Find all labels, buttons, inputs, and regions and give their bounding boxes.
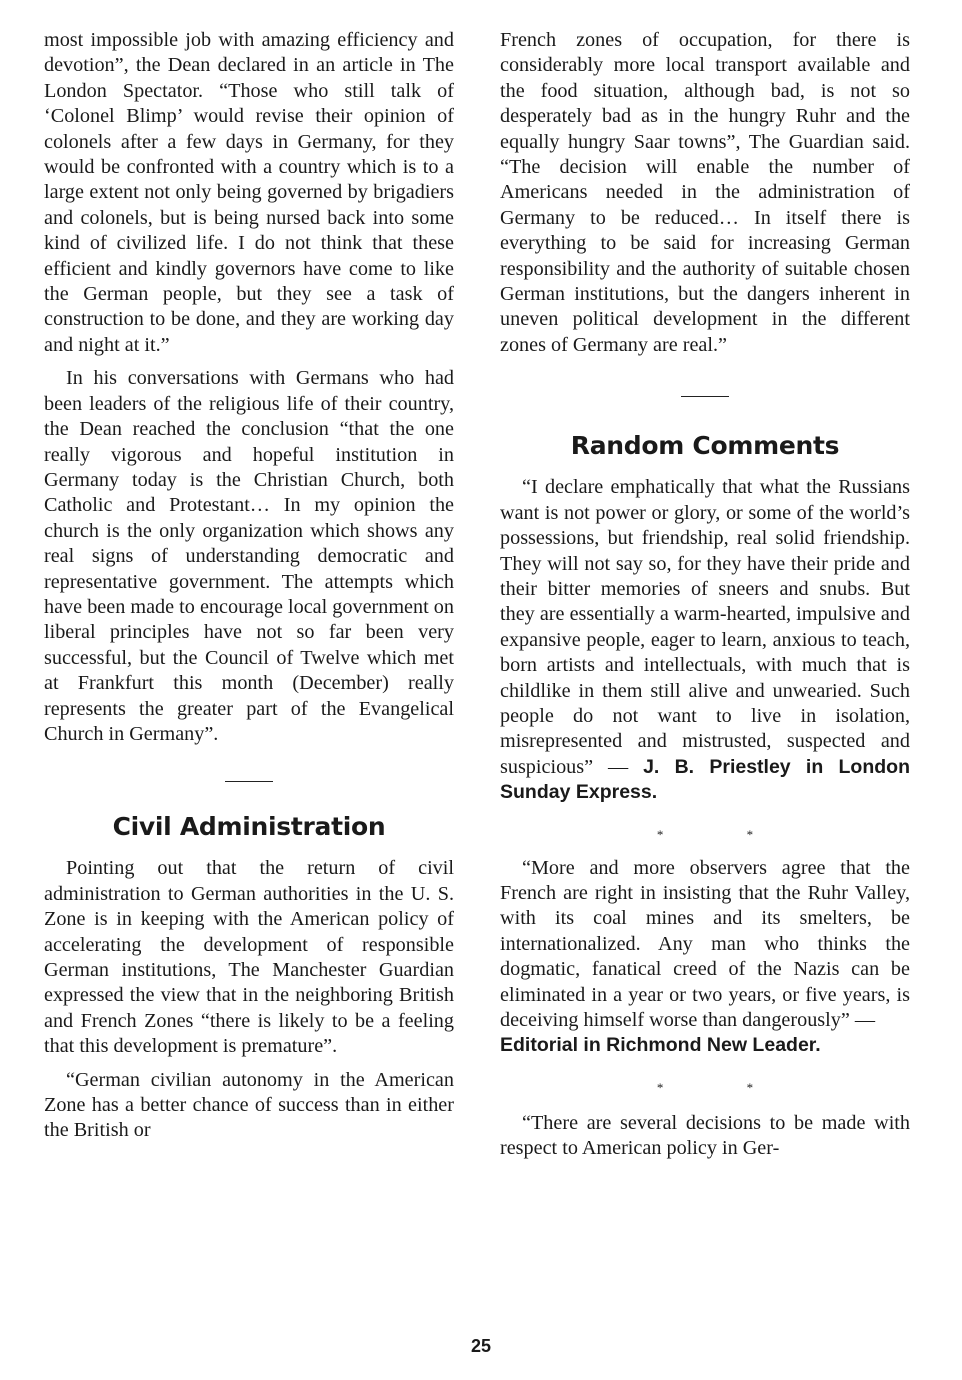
section-heading-random-comments: Random Comments	[570, 431, 840, 461]
continued-paragraph: most impossible job with amazing efficiency and devotion”, the Dean declared in an article in The London Spectator. “Those who still talk of ‘Colonel Blimp’ would revise their opinion of colonels after a few days in Germany, for they would be confronted with a country which is to a large extent not only being governed by brigadiers and colonels, but is being nursed back into some kind of civilized life. I do not think that these efficient and kindly governors have come to like the German people, but they see a task of construction to be done, and they are working day and night at it.”	[44, 29, 454, 356]
left-column	[44, 28, 454, 1144]
church-paragraph: In his conversations with Germans who had been leaders of the religious life of their country, the Dean reached the conclusion “that the one really vigorous and hopeful institution in Germany today is the Christian Church, both Catholic and Protestant… In my opinion the church is the only organization which shows any real signs of understanding democratic and representative government. The attempts which have been made to encourage local government on liberal principles have not so far been very successful, but the Council of Twelve which met at Frankfurt this month (December) really represents the greater part of the Evangelical Church in Germany”.	[44, 367, 454, 745]
star-separator: * *	[656, 826, 794, 842]
continued-paragraph: French zones of occupation, for there is considerably more local transport available and the food situation, although bad, is not so desperately bad as in the hungry Ruhr and the equally hungry Saar towns”, The Guardian said. “The decision will enable the number of Americans needed in the administration of Germany to be reduced… In itself there is everything to be said for increasing German responsibility and the authority of suitable chosen German institutions, but the dangers inherent in uneven political development in the different zones of Germany are real.”	[500, 29, 910, 356]
quote-text: “I declare emphatically that what the Russians want is not power or glory, or some of the world’s possessions, but friendship, real solid friendship. They will not say so, for they have their pride and their bitter memories of sneers and snubs. But they are essentially a warm-hearted, impulsive and expansive people, eager to learn, anxious to teach, born artists and intellectuals, with much that is childlike in them still alive and unwearied. Such people do not want to live in isolation, misrepresented and mistrusted, suspected and suspicious” —	[500, 476, 910, 778]
quote-attribution: Editorial in Richmond New Leader.	[500, 1034, 821, 1057]
star-separator: * *	[656, 1079, 794, 1095]
quote-american-policy: “There are several decisions to be made with respect to American policy in Ger-	[500, 1111, 910, 1160]
quote-text: “More and more observers agree that the French are right in insisting that the Ruhr Valley, with its coal mines and its smelters, be internationalized. Any man who thinks the dogmatic, fanatical creed of the Nazis can be eliminated in a year or two years, or five years, is deceiving himself worse than dangerously” —	[500, 856, 910, 1031]
civil-paragraph-2: “German civilian autonomy in the American Zone has a better chance of success than in either the British or	[44, 1068, 454, 1142]
quote-priestley	[500, 475, 910, 805]
quote-richmond	[500, 856, 910, 1059]
right-column	[500, 28, 910, 1162]
quote-attribution: J. B. Priestley in London Sunday Express.	[500, 755, 910, 804]
page-number: 25	[470, 1336, 492, 1356]
section-heading-civil-administration: Civil Administration	[112, 812, 386, 842]
civil-paragraph-1: Pointing out that the return of civil administration to German authorities in the U. S. Zone is in keeping with the American policy of accelerating the development of responsible German institutions, The Manchester Guardian expressed the view that in the neighboring British and French Zones “there is likely to be a feeling that this development is premature”.	[44, 857, 454, 1058]
